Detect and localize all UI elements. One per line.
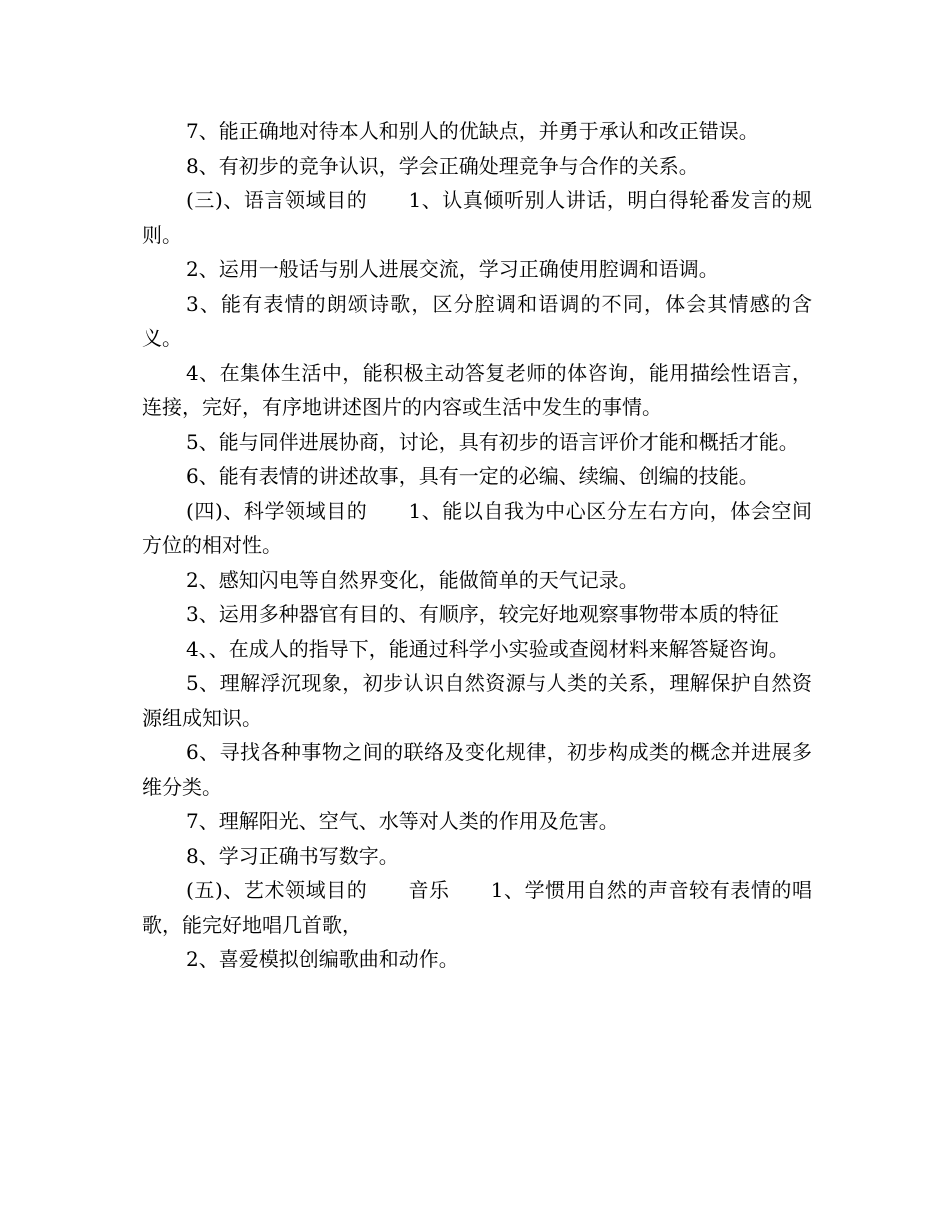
paragraph-language-5: 5、能与同伴进展协商，讨论，具有初步的语言评价才能和概括才能。: [186, 429, 799, 454]
document-body: [142, 114, 812, 977]
paragraph-language-6: 6、能有表情的讲述故事，具有一定的必编、续编、创编的技能。: [186, 464, 759, 488]
paragraph-language-4: 4、在集体生活中，能积极主动答复老师的体咨询，能用描绘性语言，连接，完好，有序地讲述图片的内容或生活中发生的事情。: [142, 360, 812, 419]
section-heading-science: (四)、科学领域目的 1、能以自我为中心区分左右方向，体会空间方位的相对性。: [142, 498, 812, 557]
paragraph-science-8: 8、学习正确书写数字。: [186, 843, 399, 868]
paragraph-science-4: 4、、在成人的指导下，能通过科学小实验或查阅材料来解答疑咨询。: [186, 636, 789, 661]
section-heading-language: (三)、语言领域目的 1、认真倾听别人讲话，明白得轮番发言的规则。: [142, 188, 812, 247]
paragraph-art-2: 2、喜爱模拟创编歌曲和动作。: [186, 947, 459, 971]
paragraph-science-5: 5、理解浮沉现象，初步认识自然资源与人类的关系，理解保护自然资源组成知识。: [142, 671, 812, 730]
paragraph-science-2: 2、感知闪电等自然界变化，能做简单的天气记录。: [186, 567, 639, 592]
paragraph-science-7: 7、理解阳光、空气、水等对人类的作用及危害。: [186, 809, 619, 833]
paragraph-social-8: 8、有初步的竞争认识，学会正确处理竞争与合作的关系。: [186, 153, 699, 178]
section-heading-art: (五)、艺术领域目的 音乐 1、学惯用自然的声音较有表情的唱歌，能完好地唱几首歌，: [142, 878, 812, 937]
paragraph-science-6: 6、寻找各种事物之间的联络及变化规律，初步构成类的概念并进展多维分类。: [142, 740, 812, 799]
paragraph-language-3: 3、能有表情的朗颂诗歌，区分腔调和语调的不同，体会其情感的含义。: [142, 291, 812, 350]
paragraph-language-2: 2、运用一般话与别人进展交流，学习正确使用腔调和语调。: [186, 257, 719, 281]
paragraph-science-3: 3、运用多种器官有目的、有顺序，较完好地观察事物带本质的特征: [186, 602, 779, 626]
paragraph-social-7: 7、能正确地对待本人和别人的优缺点，并勇于承认和改正错误。: [186, 119, 759, 143]
